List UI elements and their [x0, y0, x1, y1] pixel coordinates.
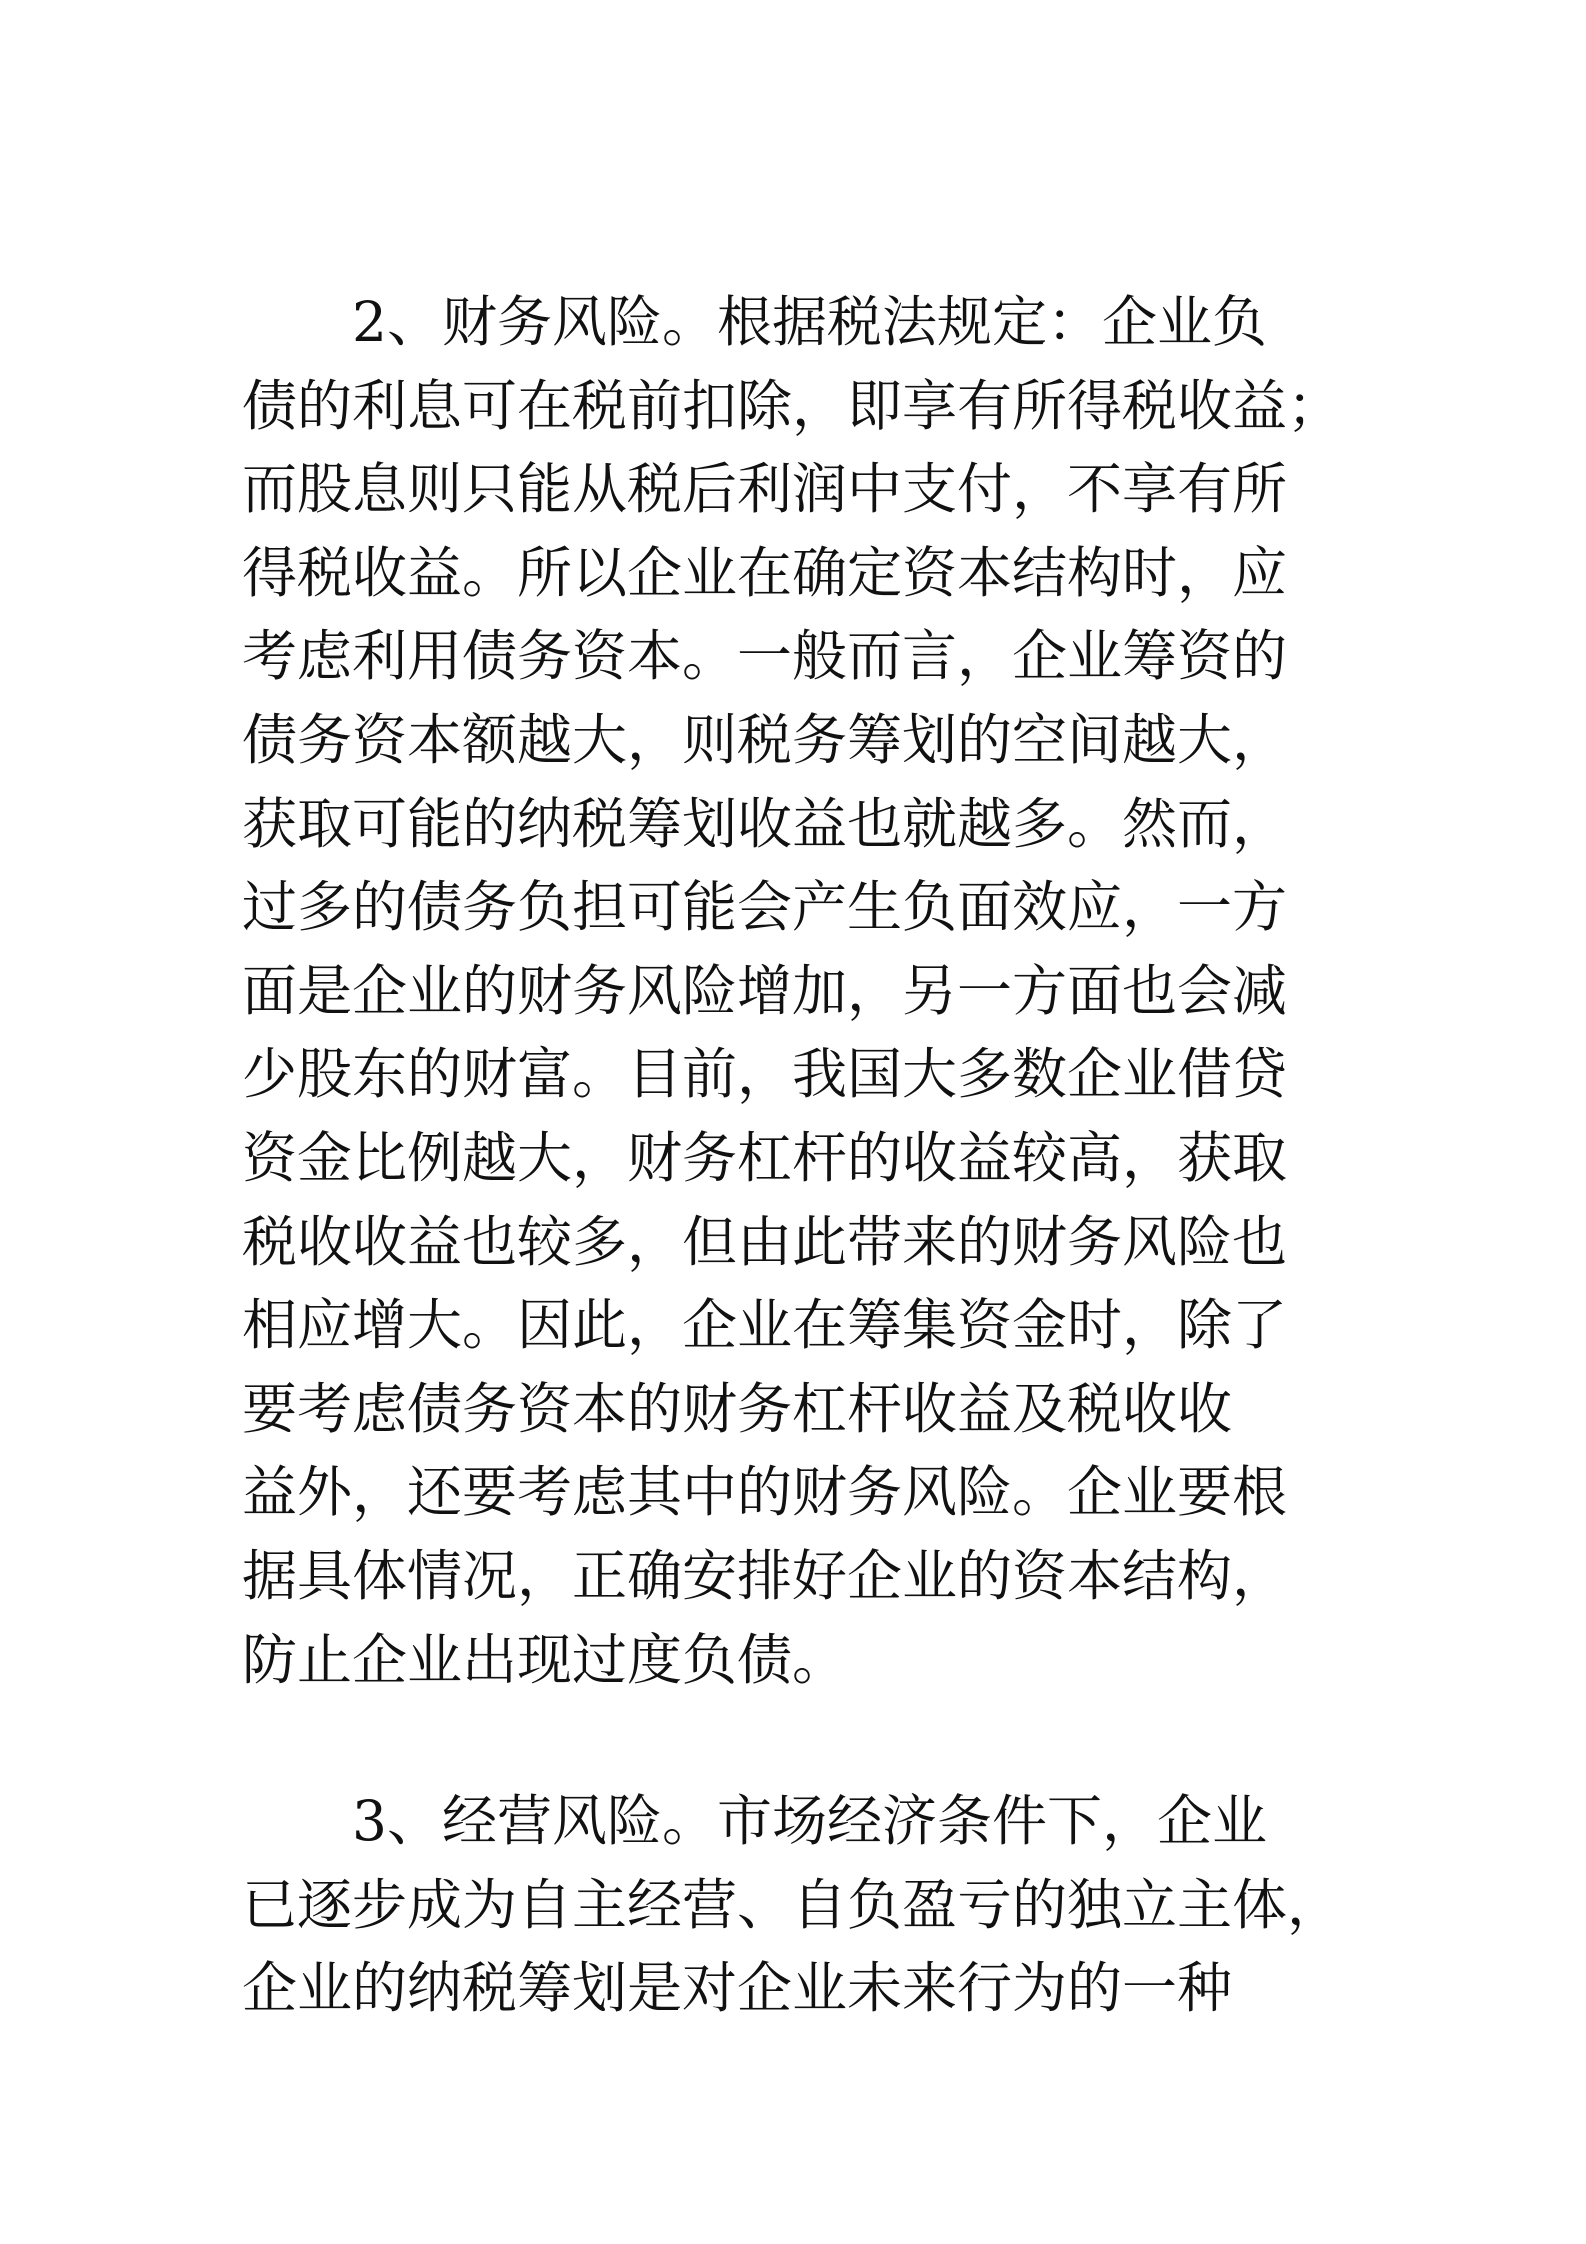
text-line: 考虑利用债务资本。一般而言，企业筹资的	[242, 624, 1288, 689]
text-line: 企业的纳税筹划是对企业未来行为的一种	[242, 1956, 1233, 2021]
text-line: 2、财务风险。根据税法规定：企业负	[242, 290, 1267, 354]
text-line: 面是企业的财务风险增加，另一方面也会减	[242, 958, 1288, 1023]
paragraph-financial-risk	[242, 281, 1362, 1702]
text-line: 资金比例越大，财务杠杆的收益较高，获取	[242, 1125, 1288, 1190]
text-line: 相应增大。因此，企业在筹集资金时，除了	[242, 1293, 1288, 1358]
text-line: 少股东的财富。目前，我国大多数企业借贷	[242, 1042, 1288, 1107]
text-line: 据具体情况，正确安排好企业的资本结构，	[242, 1543, 1288, 1608]
text-line: 已逐步成为自主经营、自负盈亏的独立主体，	[242, 1872, 1343, 1937]
text-line: 而股息则只能从税后利润中支付，不享有所	[242, 457, 1288, 522]
text-line: 3、经营风险。市场经济条件下，企业	[242, 1789, 1267, 1853]
text-line: 获取可能的纳税筹划收益也就越多。然而，	[242, 791, 1288, 856]
text-line: 税收收益也较多，但由此带来的财务风险也	[242, 1209, 1288, 1274]
text-line: 得税收益。所以企业在确定资本结构时，应	[242, 540, 1288, 605]
text-line: 益外，还要考虑其中的财务风险。企业要根	[242, 1460, 1288, 1525]
text-line: 防止企业出现过度负债。	[242, 1627, 848, 1692]
text-line: 要考虑债务资本的财务杠杆收益及税收收	[242, 1376, 1233, 1441]
text-line: 债的利息可在税前扣除，即享有所得税收益；	[242, 373, 1343, 438]
paragraph-operating-risk	[242, 1780, 1362, 2031]
text-line: 债务资本额越大，则税务筹划的空间越大，	[242, 707, 1288, 772]
text-line: 过多的债务负担可能会产生负面效应，一方	[242, 875, 1288, 940]
